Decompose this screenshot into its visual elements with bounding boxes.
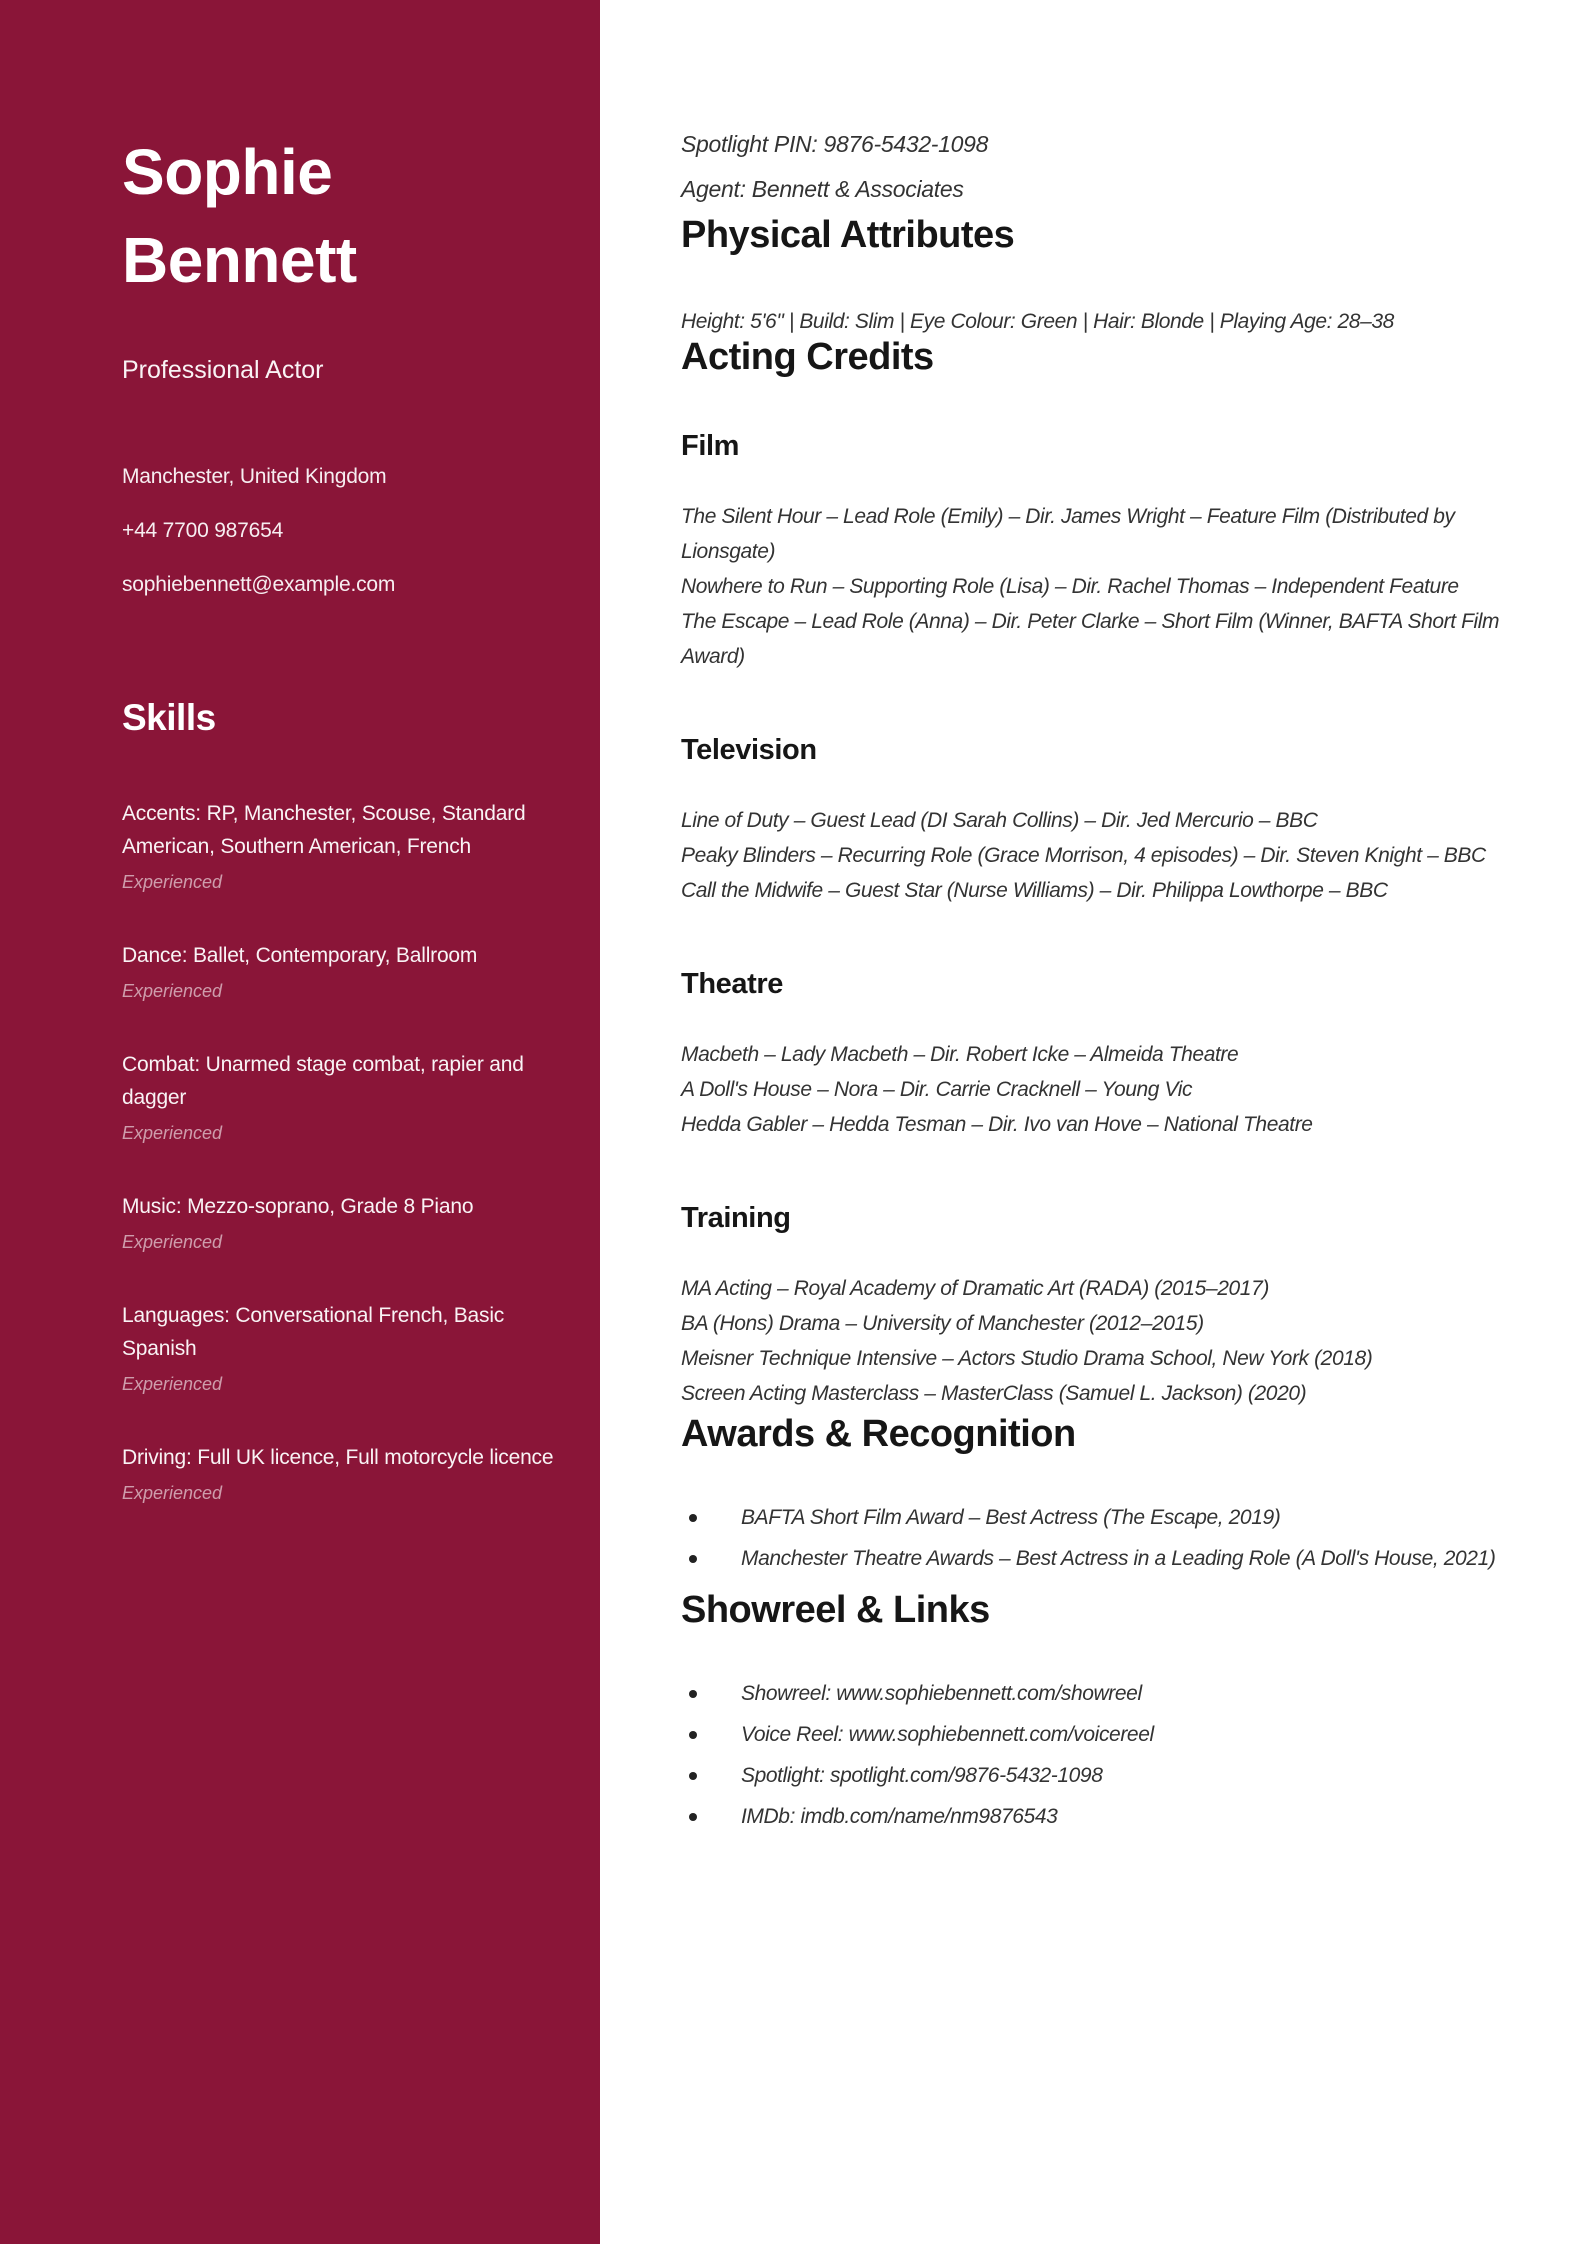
skill-level: Experienced: [122, 872, 223, 892]
credit-entry: A Doll's House – Nora – Dir. Carrie Cracknell – Young Vic: [681, 1078, 1193, 1101]
award-item: [681, 1546, 1501, 1572]
skill-item: [122, 1048, 580, 1144]
acting-credits-heading: Acting Credits: [681, 336, 934, 378]
award-text: BAFTA Short Film Award – Best Actress (The Escape, 2019): [741, 1506, 1281, 1529]
sidebar-content: [122, 128, 580, 1504]
awards-heading: Awards & Recognition: [681, 1413, 1076, 1455]
bullet-icon: [689, 1731, 697, 1739]
credit-entry: Screen Acting Masterclass – MasterClass (Samuel L. Jackson) (2020): [681, 1382, 1307, 1405]
bullet-icon: [689, 1813, 697, 1821]
contact-block: [122, 465, 580, 597]
bullet-icon: [689, 1690, 697, 1698]
physical-attributes-line: Height: 5'6" | Build: Slim | Eye Colour: Green | Hair: Blonde | Playing Age: 28–38: [681, 310, 1394, 333]
credit-group-film: [681, 428, 1501, 674]
award-item: [681, 1505, 1501, 1531]
link-text: IMDb: imdb.com/name/nm9876543: [741, 1805, 1058, 1828]
credit-entry: Macbeth – Lady Macbeth – Dir. Robert Icke – Almeida Theatre: [681, 1043, 1239, 1066]
main-content: [600, 0, 1588, 2244]
link-text: Showreel: www.sophiebennett.com/showreel: [741, 1682, 1142, 1705]
awards-list: [681, 1505, 1501, 1572]
physical-attributes-heading: Physical Attributes: [681, 214, 1015, 256]
link-item: [681, 1722, 1501, 1748]
credit-entry: Line of Duty – Guest Lead (DI Sarah Collins) – Dir. Jed Mercurio – BBC: [681, 809, 1318, 832]
skill-item: [122, 1441, 580, 1504]
skills-heading: Skills: [122, 697, 216, 738]
skill-item: [122, 797, 580, 893]
sidebar: [0, 0, 600, 2244]
skill-label: Accents: RP, Manchester, Scouse, Standard American, Southern American, French: [122, 802, 526, 858]
training-heading: Training: [681, 1202, 791, 1234]
skill-item: [122, 1299, 580, 1395]
spotlight-pin: Spotlight PIN: 9876-5432-1098: [681, 131, 989, 157]
skill-level: Experienced: [122, 1123, 223, 1143]
television-heading: Television: [681, 734, 817, 766]
person-name-line2: Bennett: [122, 224, 357, 296]
skill-label: Languages: Conversational French, Basic Spanish: [122, 1304, 505, 1360]
link-item: [681, 1804, 1501, 1830]
film-heading: Film: [681, 430, 740, 462]
credit-entry: MA Acting – Royal Academy of Dramatic Art (RADA) (2015–2017): [681, 1277, 1269, 1300]
theatre-heading: Theatre: [681, 968, 783, 1000]
person-name-line1: Sophie: [122, 136, 333, 208]
bullet-icon: [689, 1772, 697, 1780]
credit-entry: Meisner Technique Intensive – Actors Studio Drama School, New York (2018): [681, 1347, 1373, 1370]
credit-entry: Nowhere to Run – Supporting Role (Lisa) – Dir. Rachel Thomas – Independent Feature: [681, 575, 1459, 598]
credit-entry: Hedda Gabler – Hedda Tesman – Dir. Ivo van Hove – National Theatre: [681, 1113, 1313, 1136]
credit-group-training: [681, 1200, 1501, 1411]
links-list: [681, 1681, 1501, 1830]
skill-item: [122, 939, 580, 1002]
link-item: [681, 1681, 1501, 1707]
skill-label: Driving: Full UK licence, Full motorcycle licence: [122, 1446, 554, 1469]
credit-entry: BA (Hons) Drama – University of Manchester (2012–2015): [681, 1312, 1204, 1335]
credit-entry: The Silent Hour – Lead Role (Emily) – Dir. James Wright – Feature Film (Distributed by Lionsgate): [681, 505, 1455, 563]
skill-level: Experienced: [122, 1232, 223, 1252]
skill-label: Dance: Ballet, Contemporary, Ballroom: [122, 944, 478, 967]
skill-level: Experienced: [122, 981, 223, 1001]
skill-level: Experienced: [122, 1374, 223, 1394]
contact-email: sophiebennett@example.com: [122, 573, 396, 596]
contact-phone: +44 7700 987654: [122, 519, 284, 542]
contact-location: Manchester, United Kingdom: [122, 465, 387, 488]
agent-line: Agent: Bennett & Associates: [681, 176, 964, 202]
skill-label: Music: Mezzo-soprano, Grade 8 Piano: [122, 1195, 474, 1218]
skill-item: [122, 1190, 580, 1253]
link-item: [681, 1763, 1501, 1789]
skill-label: Combat: Unarmed stage combat, rapier and dagger: [122, 1053, 524, 1109]
credit-entry: The Escape – Lead Role (Anna) – Dir. Peter Clarke – Short Film (Winner, BAFTA Short Film Award): [681, 610, 1500, 668]
skills-list: [122, 797, 580, 1504]
professional-title: Professional Actor: [122, 356, 324, 384]
person-name: [122, 128, 580, 304]
bullet-icon: [689, 1514, 697, 1522]
credit-entry: Call the Midwife – Guest Star (Nurse Williams) – Dir. Philippa Lowthorpe – BBC: [681, 879, 1388, 902]
link-text: Spotlight: spotlight.com/9876-5432-1098: [741, 1764, 1103, 1787]
credit-group-television: [681, 732, 1501, 908]
credit-entry: Peaky Blinders – Recurring Role (Grace Morrison, 4 episodes) – Dir. Steven Knight – BBC: [681, 844, 1486, 867]
award-text: Manchester Theatre Awards – Best Actress in a Leading Role (A Doll's House, 2021): [741, 1547, 1496, 1570]
showreel-links-heading: Showreel & Links: [681, 1589, 990, 1631]
skill-level: Experienced: [122, 1483, 223, 1503]
bullet-icon: [689, 1555, 697, 1563]
credit-group-theatre: [681, 966, 1501, 1142]
meta-block: [681, 122, 1501, 212]
link-text: Voice Reel: www.sophiebennett.com/voicereel: [741, 1723, 1154, 1746]
